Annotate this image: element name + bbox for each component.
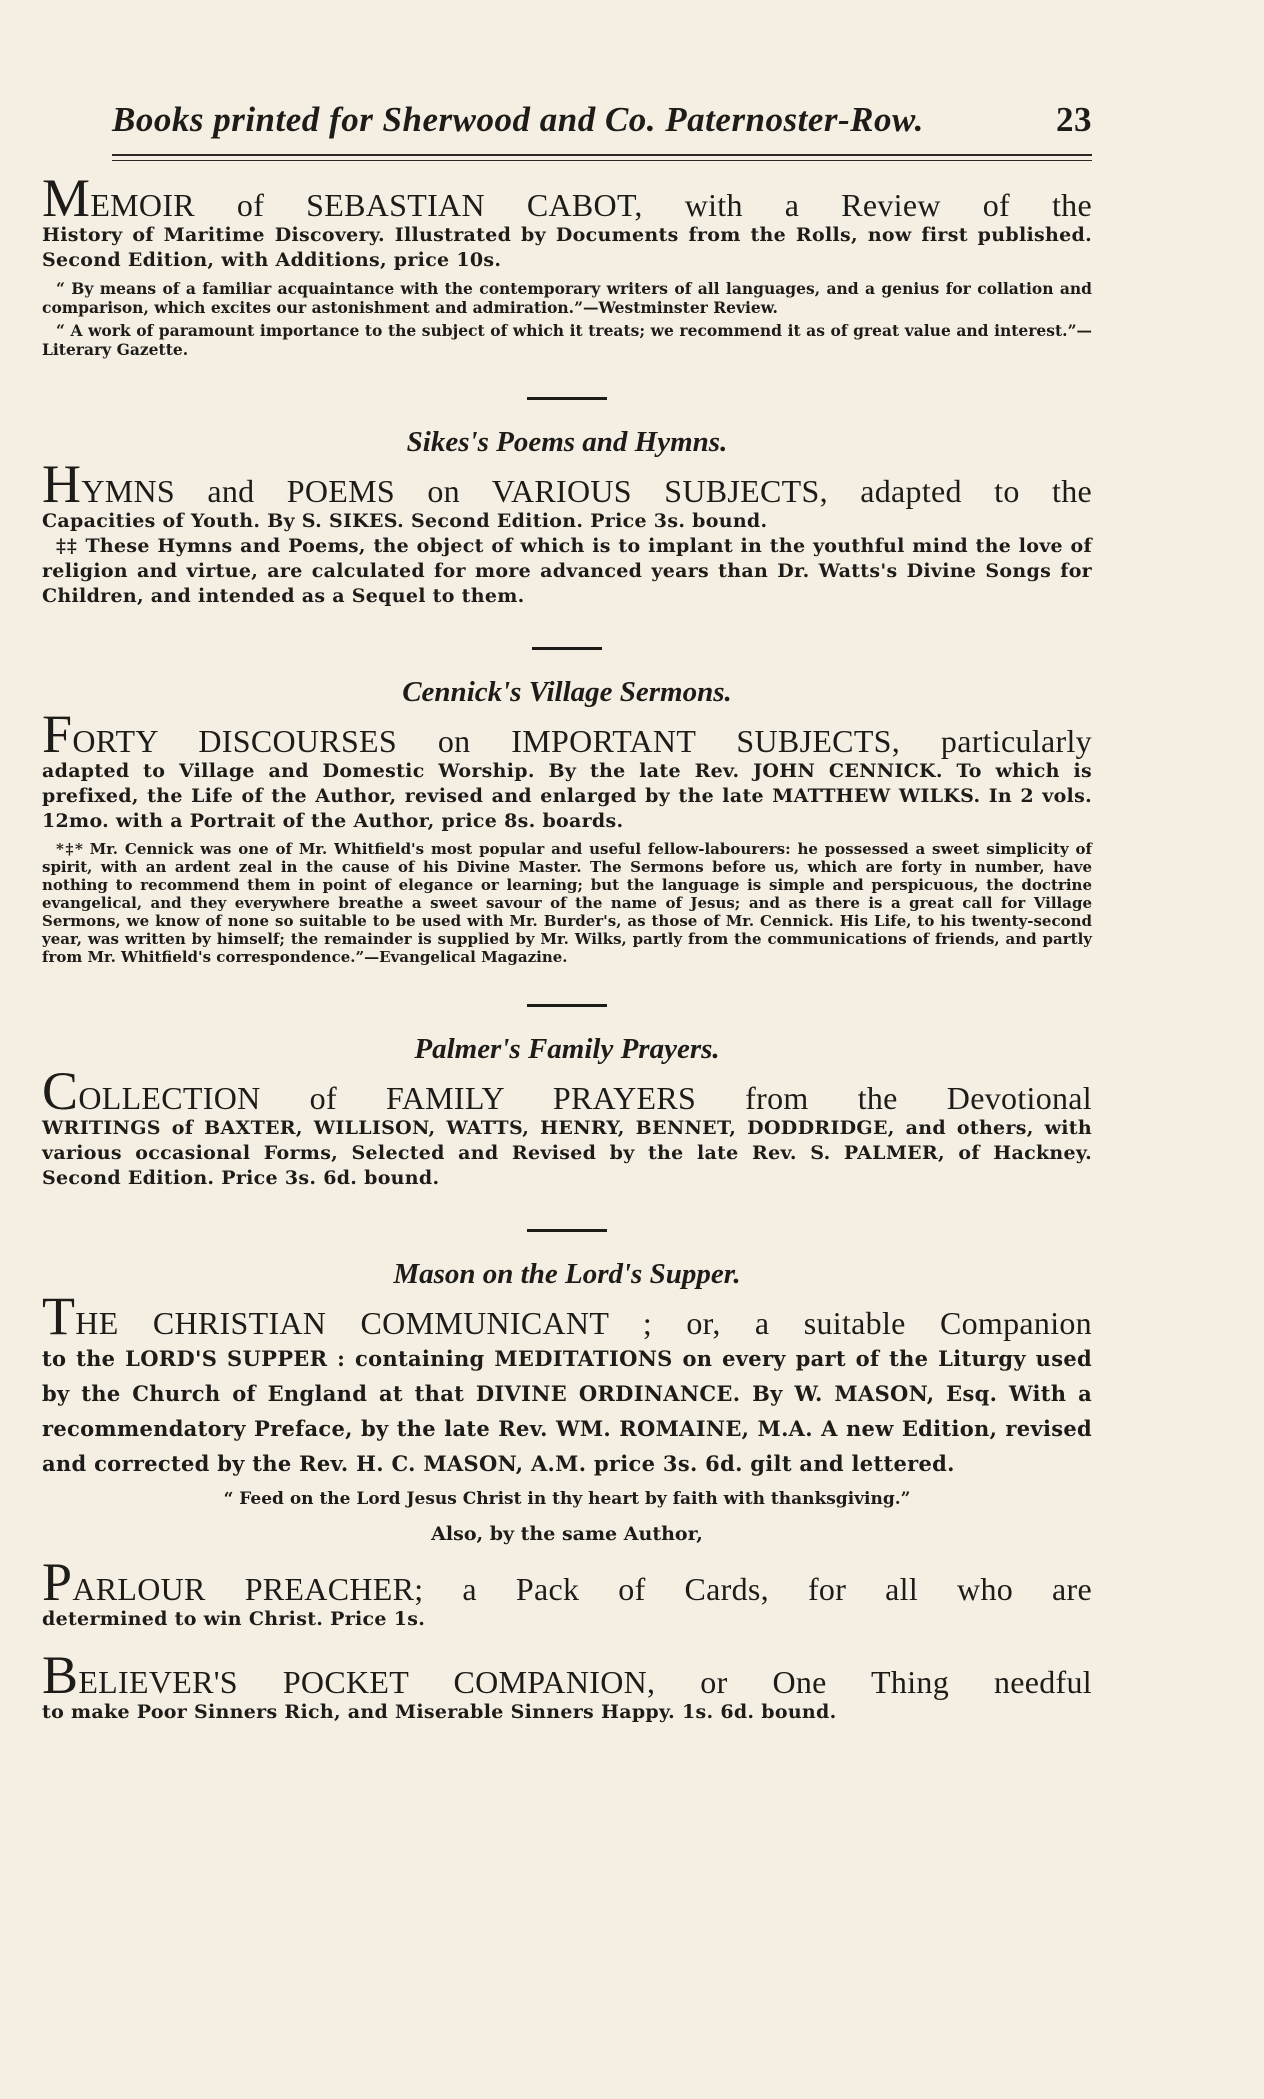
entry-sikes (42, 454, 1092, 609)
title-text: OLLECTION of FAMILY PRAYERS from the Devotional (78, 1080, 1092, 1116)
entry-title (42, 1286, 1092, 1346)
entry-cennick (42, 704, 1092, 966)
header-rule-thin (112, 160, 1092, 161)
section-divider (527, 397, 607, 400)
review-quote: “ A work of paramount importance to the subject of which it treats; we recommend it as of great value and interest.”—Literary Gazette. (42, 321, 1092, 359)
entry-cabot (42, 168, 1092, 359)
scripture-quote: “ Feed on the Lord Jesus Christ in thy heart by faith with thanksgiving.” (223, 1489, 911, 1509)
drop-initial: B (42, 1645, 79, 1705)
section-heading: Palmer's Family Prayers. (414, 1033, 720, 1065)
entry-palmer (42, 1061, 1092, 1191)
entry-title (42, 1645, 1092, 1705)
page-number: 23 (1056, 100, 1092, 139)
entry-note: ‡‡ These Hymns and Poems, the object of which is to implant in the youthful mind the love of religion and virtue, are calculated for more advanced years than Dr. Watts's Divine Songs for Children, and intended as a Sequel to them. (42, 535, 1092, 607)
entry-title (42, 1061, 1092, 1121)
entry-description: Capacities of Youth. By S. SIKES. Second Edition. Price 3s. bound. (42, 510, 768, 532)
section-divider (527, 1229, 607, 1232)
entry-parlour-preacher (42, 1552, 1092, 1632)
entry-title (42, 454, 1092, 514)
entry-mason (42, 1286, 1092, 1545)
drop-initial: T (42, 1286, 76, 1346)
title-text: EMOIR of SEBASTIAN CABOT, with a Review of the (90, 187, 1092, 223)
drop-initial: M (42, 168, 91, 228)
drop-initial: F (42, 704, 73, 764)
entry-description: History of Maritime Discovery. Illustrated by Documents from the Rolls, now first published. Second Edition, with Additions, price 10s. (42, 224, 1092, 271)
title-text: ARLOUR PREACHER; a Pack of Cards, for all who are (72, 1571, 1092, 1607)
section-heading: Sikes's Poems and Hymns. (406, 426, 728, 458)
section-heading: Cennick's Village Sermons. (402, 676, 732, 708)
section-heading: Mason on the Lord's Supper. (393, 1258, 741, 1290)
review-quote: “ By means of a familiar acquaintance with the contemporary writers of all languages, and a genius for collation and comparison, which excites our astonishment and admiration.”—Westminster Review. (42, 279, 1092, 317)
section-divider (532, 647, 602, 650)
title-text: ORTY DISCOURSES on IMPORTANT SUBJECTS, particularly (72, 723, 1092, 759)
running-title: Books printed for Sherwood and Co. Paternoster-Row. (112, 100, 924, 139)
title-text: ELIEVER'S POCKET COMPANION, or One Thing needful (78, 1664, 1092, 1700)
entry-description: to make Poor Sinners Rich, and Miserable Sinners Happy. 1s. 6d. bound. (42, 1701, 837, 1723)
entry-believers-companion (42, 1645, 1092, 1725)
title-text: HE CHRISTIAN COMMUNICANT ; or, a suitable Companion (75, 1305, 1092, 1341)
entry-description: WRITINGS of BAXTER, WILLISON, WATTS, HENRY, BENNET, DODDRIDGE, and others, with various occasional Forms, Selected and Revised by the late Rev. S. PALMER, of Hackney. Second Edition. Price 3s. 6d. bound. (42, 1117, 1092, 1189)
drop-initial: H (42, 454, 82, 514)
entry-description: adapted to Village and Domestic Worship. By the late Rev. JOHN CENNICK. To which is prefixed, the Life of the Author, revised and enlarged by the late MATTHEW WILKS. In 2 vols. 12mo. with a Portrait of the Author, price 8s. boards. (42, 760, 1092, 832)
review-quote: *‡* Mr. Cennick was one of Mr. Whitfield's most popular and useful fellow-labourers: he possessed a sweet simplicity of spirit, with an ardent zeal in the cause of his Divine Master. The Sermons before us, which are forty in number, have nothing to recommend them in point of elegance or learning; but the language is simple and perspicuous, the doctrine evangelical, and they everywhere breathe a sweet savour of the name of Jesus; and as there is a great call for Village Sermons, we know of none so suitable to be used with Mr. Burder's, as those of Mr. Cennick. His Life, to his twenty-second year, was written by himself; the remainder is supplied by Mr. Wilks, partly from the communications of friends, and partly from Mr. Whitfield's correspondence.”—Evangelical Magazine. (42, 840, 1092, 966)
section-divider (527, 1004, 607, 1007)
entry-title (42, 168, 1092, 228)
entry-title (42, 1552, 1092, 1612)
also-by-author: Also, by the same Author, (431, 1523, 703, 1545)
header-rule (112, 154, 1092, 156)
drop-initial: C (42, 1061, 79, 1121)
entry-description: determined to win Christ. Price 1s. (42, 1608, 426, 1630)
title-text: YMNS and POEMS on VARIOUS SUBJECTS, adapted to the (81, 473, 1092, 509)
running-head (112, 100, 1092, 140)
entry-title (42, 704, 1092, 764)
drop-initial: P (42, 1552, 73, 1612)
entry-description: to the LORD'S SUPPER : containing MEDITATIONS on every part of the Liturgy used by the Church of England at that DIVINE ORDINANCE. By W. MASON, Esq. With a recommendatory Preface, by the late Rev. WM. ROMAINE, M.A. A new Edition, revised and corrected by the Rev. H. C. MASON, A.M. price 3s. 6d. gilt and lettered. (42, 1346, 1092, 1476)
